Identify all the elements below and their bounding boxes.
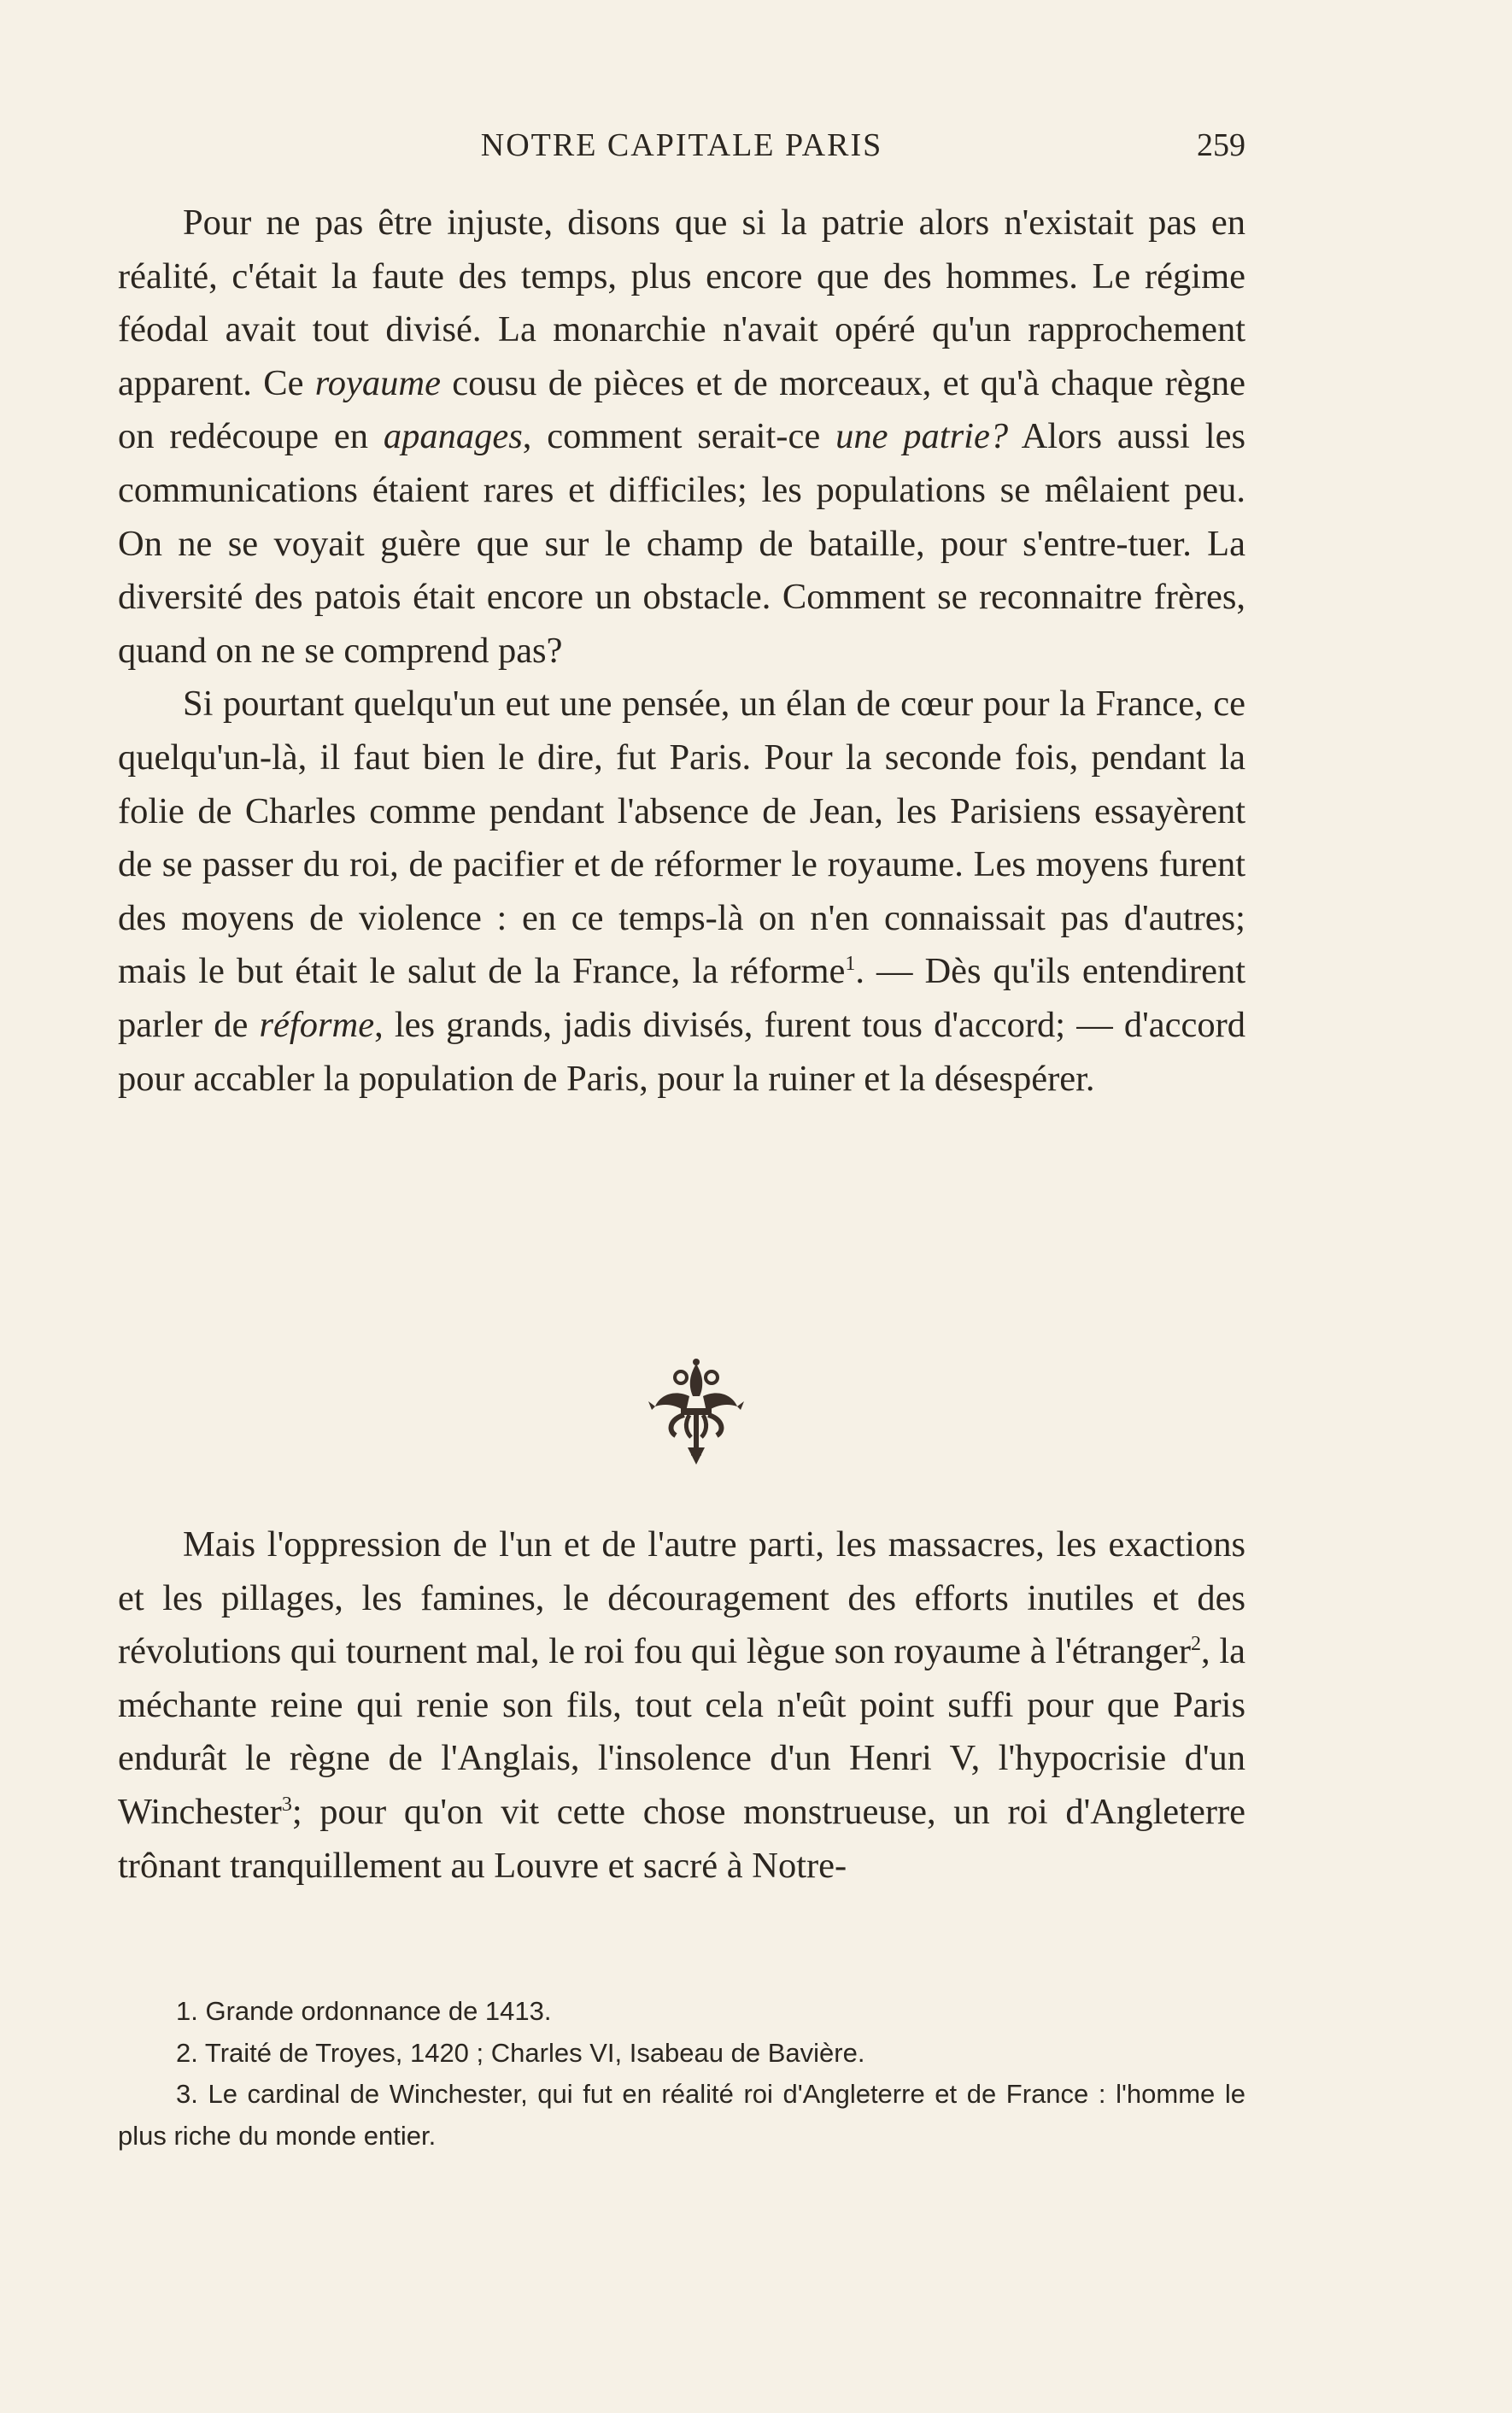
text-span: ; pour qu'on vit cette chose monstrueuse, un roi d'Angleterre trônant tranquillement au Louvre et sacré à Notre-: [118, 1791, 1245, 1886]
text-span: Mais l'oppression de l'un et de l'autre parti, les massacres, les exactions et les pillages, les famines, le découragement des efforts inutiles et des révolutions qui tournent mal, le roi fou qui lègue son royaume à l'étranger: [118, 1524, 1245, 1672]
footnote-2: 2. Traité de Troyes, 1420 ; Charles VI, Isabeau de Bavière.: [176, 2037, 865, 2068]
text-span: , comment serait-ce: [522, 416, 836, 457]
text-span: cousu de pièces et de morceaux, et qu'à chaque règne on redécoupe en: [118, 362, 1246, 457]
text-span: , la méchante reine qui renie son fils, tout cela n'eût point suffi pour que Paris endurât le règne de l'Anglais, l'insolence d'un Henri V, l'hypocrisie d'un Winchester: [118, 1631, 1245, 1832]
text-block-top: [118, 197, 1245, 1106]
footnotes: [118, 1991, 1245, 2157]
text-span: Pour ne pas être injuste, disons que si la patrie alors n'existait pas en réalité, c'était la faute des temps, plus encore que des hommes. Le régime féodal avait tout divisé. La monarchie n'avait opéré qu'un rapprochement apparent. Ce: [118, 203, 1245, 403]
footnote-3: 3. Le cardinal de Winchester, qui fut en réalité roi d'Angleterre et de France : l'homme le plus riche du monde entier.: [118, 2079, 1245, 2151]
footnote-ref-2: 2: [1191, 1633, 1201, 1656]
footnote-ref-3: 3: [281, 1793, 292, 1816]
text-span: . — Dès qu'ils entendirent parler de: [118, 951, 1246, 1045]
italic-apanages: apanages: [383, 416, 523, 457]
fleur-de-lis-svg: [636, 1359, 756, 1470]
page-header: [118, 126, 1245, 174]
fleur-de-lis-ornament-icon: [636, 1359, 756, 1470]
text-span: Si pourtant quelqu'un eut une pensée, un élan de cœur pour la France, ce quelqu'un-là, il faut bien le dire, fut Paris. Pour la seconde fois, pendant la folie de Charles comme pendant l'absence de Jean, les Parisiens essayèrent de se passer du roi, de pacifier et de réformer le royaume. Les moyens furent des moyens de violence : en ce temps-là on n'en connaissait pas d'autres; mais le but était le salut de la France, la réforme: [118, 684, 1245, 992]
text-block-bottom: [118, 1518, 1245, 1893]
text-span: , les grands, jadis divisés, furent tous d'accord; — d'accord pour accabler la population de Paris, pour la ruiner et la désespérer.: [118, 1004, 1245, 1099]
footnote-1: 1. Grande ordonnance de 1413.: [176, 1996, 552, 2026]
page-number: 259: [1197, 127, 1245, 163]
paragraph-oppression: [118, 1518, 1245, 1893]
italic-une-patrie: une patrie?: [835, 416, 1009, 457]
running-title: NOTRE CAPITALE PARIS: [480, 127, 883, 163]
footnote-ref-1: 1: [845, 953, 856, 976]
text-span: Alors aussi les communications étaient rares et difficiles; les populations se mêlaient peu. On ne se voyait guère que sur le champ de bataille, pour s'entre-tuer. La diversité des patois était encore un obstacle. Comment se reconnaitre frères, quand on ne se comprend pas?: [118, 416, 1245, 671]
paragraph-patrie: [118, 197, 1245, 678]
italic-royaume: royaume: [314, 362, 441, 403]
italic-reforme: réforme: [259, 1004, 375, 1045]
paragraph-paris-reforme: [118, 678, 1245, 1106]
